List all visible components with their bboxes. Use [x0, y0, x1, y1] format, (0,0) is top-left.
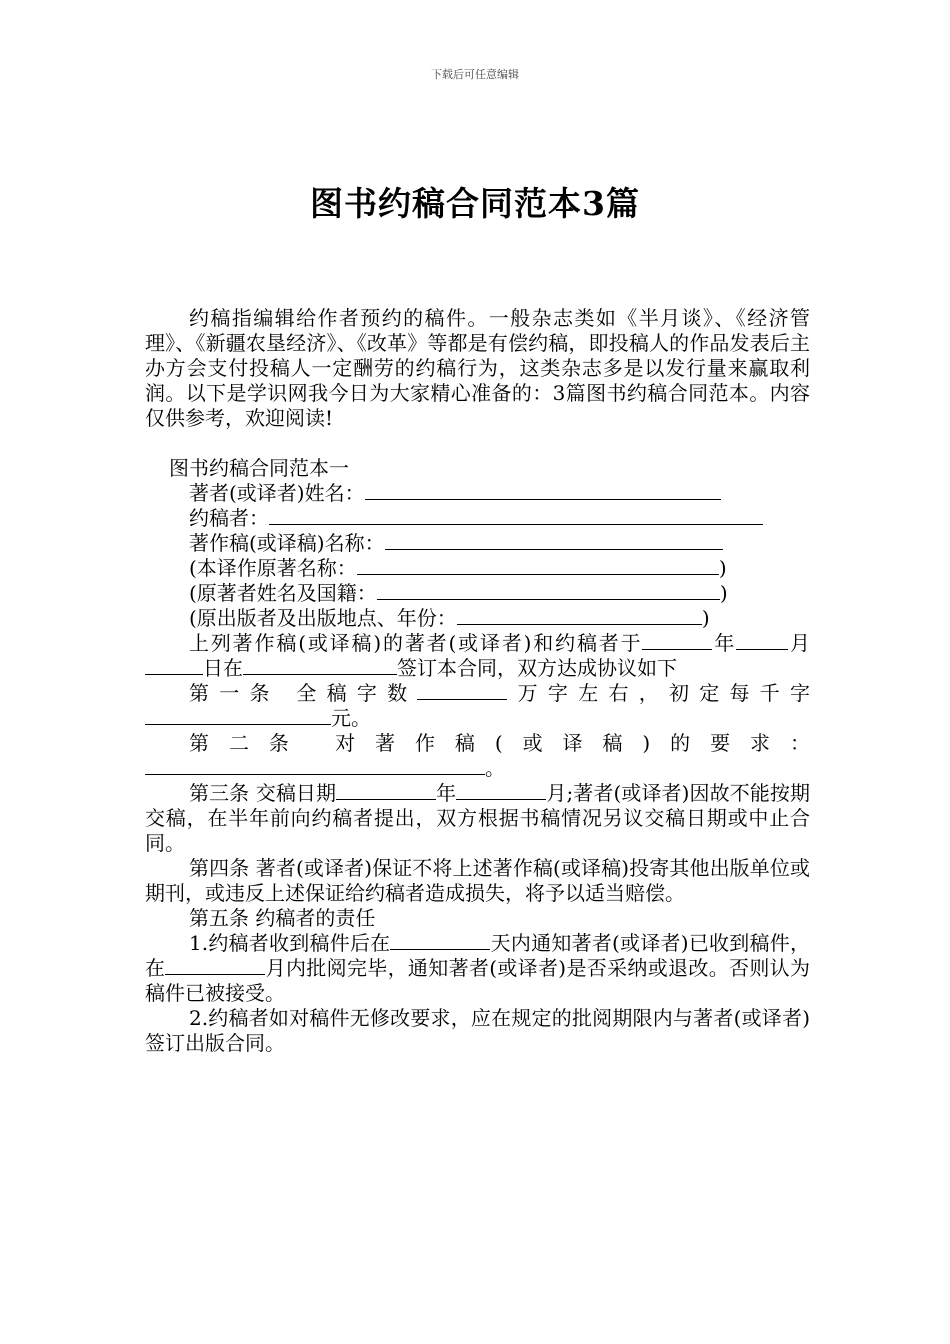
article-text: 天内通知著者(或译者)已收到稿件，在 — [145, 931, 810, 980]
blank-line — [736, 631, 788, 650]
blank-line — [385, 531, 723, 550]
close-paren: ) — [701, 606, 710, 630]
article-text: 第三条 交稿日期 — [189, 781, 337, 805]
signing-year-label: 年 — [712, 631, 737, 655]
blank-line — [390, 931, 490, 950]
field-work-title — [145, 531, 810, 556]
article-text: 。 — [485, 756, 505, 780]
article-text: 第一条 全稿字数 — [189, 681, 418, 705]
field-label: 著作稿(或译稿)名称： — [189, 531, 385, 555]
article-text: 1.约稿者收到稿件后在 — [189, 931, 391, 955]
article-4: 第四条 著者(或译者)保证不将上述著作稿(或译稿)投寄其他出版单位或期刊，或违反上述保证给约稿者造成损失，将予以适当赔偿。 — [145, 856, 810, 905]
blank-line — [377, 581, 720, 600]
blank-line — [243, 656, 397, 675]
close-paren: ) — [718, 556, 727, 580]
header-note: 下载后可任意编辑 — [431, 68, 519, 81]
article-5: 第五条 约稿者的责任 — [189, 906, 376, 930]
close-paren: ) — [719, 581, 728, 605]
blank-line — [642, 631, 712, 650]
article-3 — [145, 781, 810, 856]
section-heading: 图书约稿合同范本一 — [169, 456, 349, 480]
article-text: 第二条 对著作稿(或译稿)的要求： — [189, 731, 810, 755]
blank-line — [357, 556, 719, 575]
article-text: 月内批阅完毕，通知著者(或译者)是否采纳或退改。否则认为稿件已被接受。 — [145, 956, 810, 1005]
article-text: 万字左右，初定每千字 — [507, 681, 810, 705]
article-1 — [145, 681, 810, 731]
blank-line — [145, 656, 203, 675]
article-text: 元。 — [331, 706, 371, 730]
blank-line — [165, 956, 265, 975]
document-body — [145, 306, 810, 1056]
field-label: 约稿者： — [189, 506, 269, 530]
blank-line — [145, 756, 485, 775]
signing-day-label: 日在 — [203, 656, 243, 680]
blank-line — [336, 781, 436, 800]
signing-month-label: 月 — [788, 631, 811, 655]
article-text: 年 — [436, 781, 457, 805]
field-label: (本译作原著名称： — [189, 556, 357, 580]
blank-line — [269, 506, 763, 525]
blank-line — [145, 706, 331, 725]
blank-line — [457, 606, 702, 625]
blank-line — [456, 781, 546, 800]
signing-paragraph — [145, 631, 810, 681]
field-label: 著者(或译者)姓名： — [189, 481, 365, 505]
article-text: 月;著者(或译者)因故不能按期交稿，在半年前向约稿者提出，双方根据书稿情况另议交稿日期或中止合同。 — [145, 781, 811, 855]
intro-paragraph: 约稿指编辑给作者预约的稿件。一般杂志类如《半月谈》、《经济管理》、《新疆农垦经济》、《改革》等都是有偿约稿，即投稿人的作品发表后主办方会支付投稿人一定酬劳的约稿行为，这类杂志多是以发行量来赢取利润。以下是学识网我今日为大家精心准备的：3篇图书约稿合同范本。内容仅供参考，欢迎阅读! — [145, 306, 810, 430]
blank-line — [365, 481, 721, 500]
article-5-item-2: 2.约稿者如对稿件无修改要求，应在规定的批阅期限内与著者(或译者)签订出版合同。 — [145, 1006, 810, 1055]
signing-tail: 签订本合同，双方达成协议如下 — [397, 656, 677, 680]
article-2 — [145, 731, 810, 781]
field-original-title — [145, 556, 810, 581]
field-original-author — [145, 581, 810, 606]
article-5-item-1 — [145, 931, 810, 1006]
field-label: (原出版者及出版地点、年份： — [189, 606, 457, 630]
field-author-name — [145, 481, 810, 506]
signing-text: 上列著作稿(或译稿)的著者(或译者)和约稿者于 — [189, 631, 643, 655]
blank-line — [417, 681, 507, 700]
field-label: (原著者姓名及国籍： — [189, 581, 377, 605]
document-title: 图书约稿合同范本3篇 — [310, 184, 640, 223]
field-commissioner — [145, 506, 810, 531]
field-original-publisher — [145, 606, 810, 631]
